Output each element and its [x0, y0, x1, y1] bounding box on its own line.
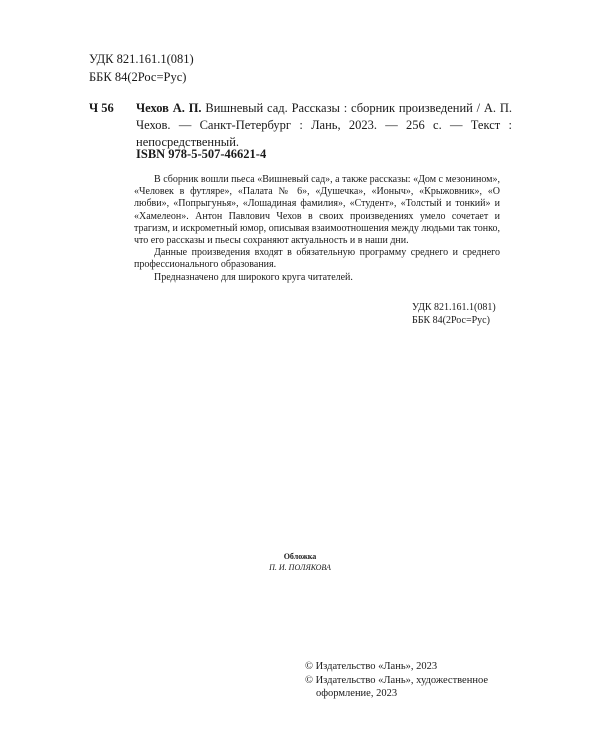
bibliographic-record [136, 100, 512, 151]
udk-code: УДК 821.161.1(081) [89, 52, 194, 66]
bbk-code-right: ББК 84(2Рос=Рус) [412, 314, 490, 326]
annotation-paragraph: Предназначено для широкого круга читателей. [154, 271, 353, 283]
bibliographic-description: Вишневый сад. Рассказы : сборник произведений / А. П. Чехов. — Санкт-Петербург : Лань, 2023. — 256 с. — Текст : непосредственный. [136, 101, 513, 149]
bbk-code: ББК 84(2Рос=Рус) [89, 70, 187, 84]
copyright-block [305, 660, 515, 701]
udk-code-right: УДК 821.161.1(081) [412, 302, 496, 313]
copyright-line: © Издательство «Лань», художественное оформление, 2023 [305, 674, 488, 699]
udk-right-block [412, 302, 496, 327]
copyright-line: © Издательство «Лань», 2023 [305, 661, 438, 672]
cover-artist: П. И. ПОЛЯКОВА [269, 563, 331, 572]
isbn: ISBN 978-5-507-46621-4 [136, 147, 267, 161]
udk-block [89, 50, 194, 86]
annotation-paragraph: В сборник вошли пьеса «Вишневый сад», а также рассказы: «Дом с мезонином», «Человек в футляре», «Палата № 6», «Душечка», «Ионыч», «Крыжовник», «О любви», «Попрыгунья», «Лошадиная фамилия», «Студент», «Толстый и тонкий» и «Хамелеон». Антон Павлович Чехов в своих произведениях умело сочетает и трагизм, и искрометный юмор, описывая взаимоотношения между людьми так тонко, что его рассказы и пьесы сохраняют актуальность и в наши дни. [134, 174, 500, 247]
cover-credit [0, 551, 600, 573]
author-name: Чехов А. П. [136, 101, 202, 115]
author-code: Ч 56 [89, 101, 114, 115]
annotation-paragraph: Данные произведения входят в обязательную программу среднего и среднего профессионального образования. [134, 247, 500, 271]
annotation [134, 174, 500, 284]
cover-label: Обложка [283, 552, 317, 561]
